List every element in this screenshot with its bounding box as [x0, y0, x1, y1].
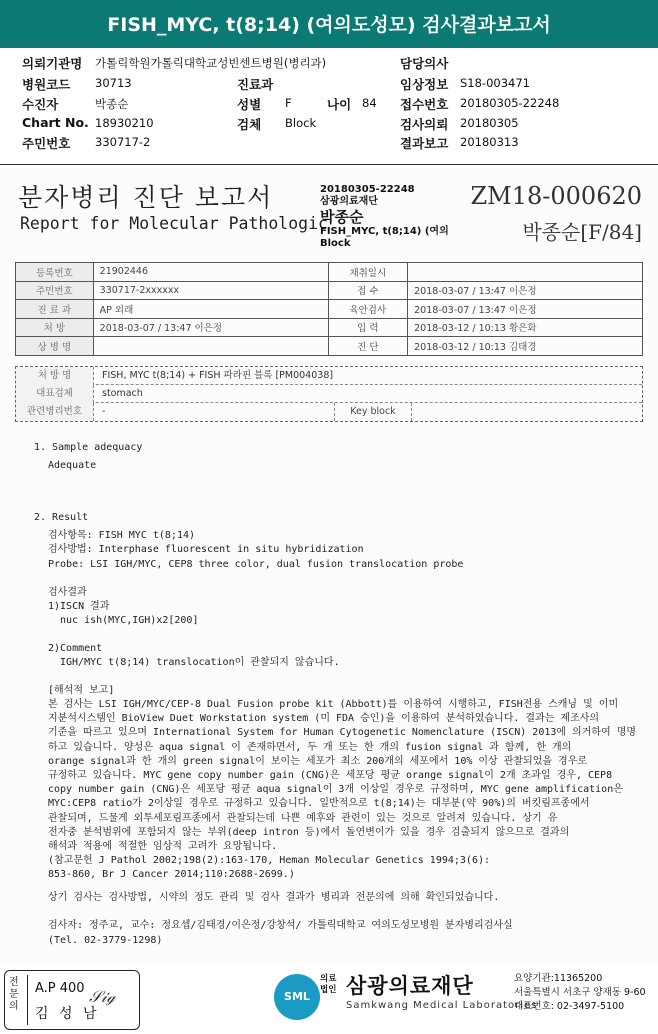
label-line: Block — [320, 238, 351, 249]
interpretation-line: 규정하고 있습니다. MYC gene copy number gain (CNG)은 세포당 평균 orange signal이 2개 초과일 경우, CEP8 — [48, 770, 613, 781]
row-value: 2018-03-07 / 13:47 이은정 — [408, 281, 643, 300]
hospital-code: 30713 — [95, 76, 132, 90]
order-row — [16, 367, 642, 385]
row-label: 주민번호 — [16, 281, 94, 300]
request-info — [0, 52, 658, 160]
row-label: 처 방 — [16, 318, 94, 337]
stamp-vertical-label: 전문의 — [9, 977, 19, 1012]
doctor-label: 담당의사 — [400, 56, 449, 71]
patient-name: 박종순 — [95, 97, 129, 111]
interpretation-line: MYC:CEP8 ratio가 2이상일 경우로 규정하고 있습니다. 일반적으로 t(8;14)는 대부분(약 90%)의 버킷림프종에서 — [48, 798, 590, 810]
row-label: 육안검사 — [328, 300, 408, 319]
receipt-number: 20180305-22248 — [460, 96, 560, 110]
dept-label: 진료과 — [237, 77, 274, 92]
sml-logo: SML — [274, 974, 320, 1020]
row-label: 채취일시 — [328, 263, 408, 282]
interpretation-line: 해석과 적용에 적절한 임상적 고려가 요망됩니다. — [48, 841, 278, 852]
scanned-report — [0, 168, 658, 964]
specimen: Block — [285, 116, 317, 130]
id-label: 주민번호 — [22, 136, 71, 151]
request-date: 20180305 — [460, 116, 519, 130]
row-label: 접 수 — [328, 281, 408, 300]
related-value: - — [102, 406, 106, 417]
interpretation-line: copy number gain (CNG)은 세포당 평균 aqua signal이 3개 이상일 경우로 규정하며, MYC gene amplification은 — [48, 784, 623, 796]
row-label: 상 병 명 — [16, 337, 94, 356]
row-value: AP 외래 — [93, 300, 328, 319]
hospital-code-label: 병원코드 — [22, 77, 71, 92]
req-date-label: 검사의뢰 — [400, 117, 449, 132]
table-row — [16, 337, 643, 356]
row-value — [93, 337, 328, 356]
specimen-label: 검체 — [237, 117, 262, 132]
stamp-divider — [27, 975, 28, 1025]
report-date-label: 결과보고 — [400, 136, 449, 151]
result-heading: 검사결과 — [48, 587, 87, 598]
interpretation-line: orange signal과 한 개의 green signal이 보이는 세포가 최소 200개의 세포에서 10% 이상 관찰되었을 경우로 — [48, 755, 588, 767]
site-value: stomach — [102, 388, 143, 399]
row-value: 2018-03-07 / 13:47 이은정 — [93, 318, 328, 337]
sample-adequacy: Adequate — [48, 460, 97, 471]
section-result-heading: 2. Result — [34, 512, 89, 523]
interpretation-line: (참고문헌 J Pathol 2002;198(2):163-170, Heman Molecular Genetics 1994;3(6): — [48, 855, 491, 867]
report-date: 20180313 — [460, 135, 519, 149]
interpretation-line: 본 검사는 LSI IGH/MYC/CEP-8 Dual Fusion probe kit (Abbott)를 이용하여 시행하고, FISH전용 스캐닝 및 이미 — [48, 699, 619, 710]
label-patient-name: 박종순 — [320, 208, 364, 226]
table-row — [16, 281, 643, 300]
stamp-ap: A.P 400 — [35, 981, 85, 996]
divider — [0, 164, 658, 165]
staff: 검사자: 정주교, 교수: 정요셉/김태경/이은정/강창석/ 가톨릭대학교 여의도성모병원 분자병리검사실 — [48, 920, 513, 931]
key-block-label: Key block — [334, 403, 412, 421]
sex: F — [285, 96, 292, 110]
probe: Probe: LSI IGH/MYC, CEP8 three color, dual fusion translocation probe — [48, 559, 464, 570]
doc-title-ko: 분자병리 진단 보고서 — [18, 183, 274, 212]
row-value: 2018-03-12 / 10:13 김태경 — [408, 337, 643, 356]
chart-number: 18930210 — [95, 116, 154, 130]
label-line: 20180305-22248 — [320, 184, 415, 195]
related-label: 관련병리번호 — [16, 403, 94, 421]
case-number: ZM18-000620 — [470, 182, 642, 210]
section-sample-heading: 1. Sample adequacy — [34, 442, 143, 453]
label-line: 삼광의료재단 — [320, 196, 378, 207]
prescription-box — [15, 366, 643, 422]
doc-title-en: Report for Molecular Pathologic — [20, 214, 328, 233]
confirmation-note: 상기 검사는 검사방법, 시약의 정도 관리 및 검사 결과가 병리과 전문의에 의해 확인되었습니다. — [48, 892, 500, 903]
clinical-label: 임상정보 — [400, 77, 449, 92]
stamp-name: 김 성 남 — [35, 1006, 100, 1022]
org-type: 의료법인 — [320, 974, 337, 995]
age-label: 나이 — [327, 97, 352, 112]
org-street: 서울특별시 서초구 양재동 9-60 — [514, 987, 646, 998]
org-code: 요양기관:11365200 — [514, 973, 603, 984]
comment: IGH/MYC t(8;14) translocation이 관찰되지 않습니다. — [60, 657, 340, 668]
report-title: FISH_MYC, t(8;14) (여의도성모) 검사결과보고서 — [0, 0, 658, 48]
org-name-en: Samkwang Medical Laboratories — [346, 1000, 538, 1011]
table-row — [16, 300, 643, 319]
registration-table — [15, 262, 643, 356]
iscn-result: nuc ish(MYC,IGH)x2[200] — [60, 615, 199, 626]
interpretation-heading: [해석적 보고] — [48, 685, 115, 696]
order-value: FISH, MYC t(8;14) + FISH 파라핀 블록 [PM004038] — [102, 370, 334, 381]
row-label: 진 료 과 — [16, 300, 94, 319]
iscn-heading: 1)ISCN 결과 — [48, 601, 110, 612]
org-name: 삼광의료재단 — [346, 974, 474, 998]
age: 84 — [362, 96, 377, 110]
interpretation-line: 관찰되며, 드물게 외투세포림프종에서 관찰되는데 나쁜 예후와 관련이 있는 것으로 알려져 있습니다. 상기 유 — [48, 812, 558, 824]
test-method: 검사방법: Interphase fluorescent in situ hybridization — [48, 544, 364, 555]
lab-tel: (Tel. 02-3779-1298) — [48, 935, 163, 946]
row-value: 2018-03-07 / 13:47 이은정 — [408, 300, 643, 319]
interpretation-line: 853-860, Br J Cancer 2014;110:2688-2699.) — [48, 869, 295, 881]
row-value — [408, 263, 643, 282]
patient-tag: 박종순[F/84] — [522, 220, 642, 244]
specimen-label-sticker — [320, 184, 449, 250]
order-label: 처 방 명 — [16, 367, 94, 385]
table-row — [16, 318, 643, 337]
clinical-info: S18-003471 — [460, 76, 530, 90]
interpretation-line: 하고 있습니다. 양성은 aqua signal 이 존재하면서, 두 개 또는 한 개의 fusion signal 과 함께, 한 개의 — [48, 741, 572, 753]
interpretation-line: 지분석시스템인 BioView Duet Workstation system (미 FDA 승인)을 이용하여 분석하였습니다. 결과는 제조사의 — [48, 713, 600, 725]
row-label: 진 단 — [328, 337, 408, 356]
label-line: FISH_MYC, t(8;14) (여의 — [320, 226, 449, 237]
chart-label: Chart No. — [22, 115, 89, 130]
resident-id: 330717-2 — [95, 135, 151, 149]
related-row — [16, 403, 642, 421]
sex-label: 성별 — [237, 97, 262, 112]
request-org: 가톨릭학원가톨릭대학교성빈센트병원(병리과) — [95, 56, 327, 70]
table-row — [16, 263, 643, 282]
patient-label: 수진자 — [22, 97, 59, 112]
footer — [0, 966, 658, 1034]
row-value: 2018-03-12 / 10:13 황은화 — [408, 318, 643, 337]
site-label: 대표검체 — [16, 385, 94, 403]
request-org-label: 의뢰기관명 — [22, 56, 83, 71]
comment-heading: 2)Comment — [48, 643, 103, 654]
receipt-label: 접수번호 — [400, 97, 449, 112]
signature-icon: 𝒮𝒾ℊ — [89, 987, 116, 1006]
site-row — [16, 385, 642, 403]
org-address — [514, 972, 646, 1014]
row-label: 입 력 — [328, 318, 408, 337]
row-value: 330717-2xxxxxx — [93, 281, 328, 300]
org-phone: 대표번호: 02-3497-5100 — [514, 1001, 625, 1012]
row-value: 21902446 — [93, 263, 328, 282]
row-label: 등록번호 — [16, 263, 94, 282]
test-item: 검사항목: FISH MYC t(8;14) — [48, 530, 196, 541]
interpretation-line: 전자중 분석범위에 포함되지 않는 부위(deep intron 등)에서 돌연변이가 있을 경우 검출되지 않으므로 결과의 — [48, 826, 570, 838]
interpretation-line: 기준을 따르고 있으며 International System for Human Cytogenetic Nomenclature (ISCN) 2013에 의거하여 명명 — [48, 727, 637, 739]
pathologist-stamp — [4, 970, 140, 1030]
